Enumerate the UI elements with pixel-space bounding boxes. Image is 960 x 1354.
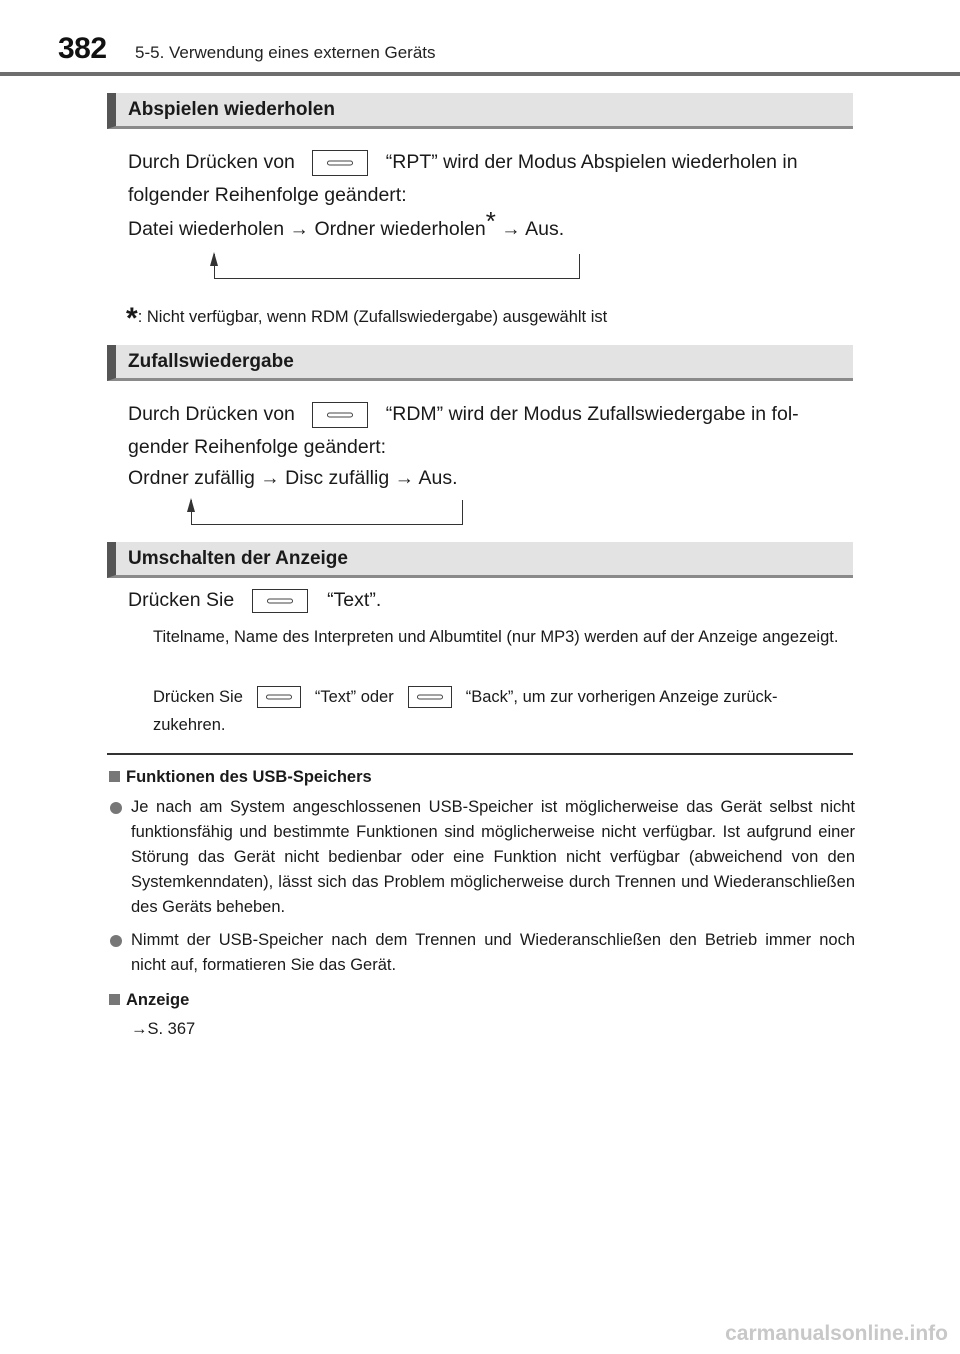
notes-block xyxy=(109,765,855,1042)
random-sequence xyxy=(128,462,458,495)
cycle-loop-line xyxy=(191,500,463,525)
repeat-instruction-line2: folgender Reihenfolge geändert: xyxy=(128,184,407,206)
square-bullet-icon xyxy=(109,994,120,1005)
notes-divider xyxy=(107,753,853,755)
arrow-icon: → xyxy=(394,467,415,489)
section-bar-random xyxy=(107,345,853,381)
cycle-loop-line xyxy=(214,254,580,279)
arrow-icon: → xyxy=(501,218,521,240)
repeat-line1-pre: Durch Drücken von xyxy=(128,151,295,173)
text-button-icon xyxy=(257,686,301,708)
cycle-arrow-icon xyxy=(210,252,218,266)
display-page-reference[interactable]: →S. 367 xyxy=(131,1020,196,1038)
usb-bullet-1: Je nach am System angeschlossenen USB-Speicher ist möglicherweise das Gerät selbst nicht funktionsfähig und bestimmte Funktionen sind möglicherweise nicht verfügbar. Ist aufgrund einer Störung das Gerät nicht bedienbar oder eine Funktion nicht verfügbar (abweichend von den Systemkenndaten), lässt sich das Problem möglicherweise durch Trennen und Wiederanschließen des Geräts beheben. xyxy=(109,795,855,920)
back-button-icon xyxy=(408,686,452,708)
section-title-repeat: Abspielen wiederholen xyxy=(128,99,335,120)
seq-folder-random: Ordner zufällig xyxy=(128,467,255,489)
footnote-asterisk: * xyxy=(126,302,138,335)
display-line1-pre: Drücken Sie xyxy=(128,589,235,611)
page-number: 382 xyxy=(58,32,107,65)
display-heading: Anzeige xyxy=(109,988,855,1013)
watermark: carmanualsonline.info xyxy=(725,1322,948,1345)
seq-file-repeat: Datei wiederholen xyxy=(128,218,285,240)
display-info2-post: “Back”, um zur vorherigen Anzeige zurück- xyxy=(465,688,778,706)
section-title-random: Zufallswiedergabe xyxy=(128,351,294,372)
repeat-line1-post: “RPT” wird der Modus Abspielen wiederholen in xyxy=(385,151,798,173)
random-instruction-line2: gender Reihenfolge geändert: xyxy=(128,436,387,458)
display-info-2 xyxy=(153,683,853,739)
section-bar-repeat xyxy=(107,93,853,129)
seq-off: Aus. xyxy=(418,467,458,489)
seq-off: Aus. xyxy=(525,218,565,240)
usb-heading: Funktionen des USB-Speichers xyxy=(109,765,855,790)
display-info2-pre: Drücken Sie xyxy=(153,688,243,706)
round-bullet-icon xyxy=(110,935,122,947)
repeat-sequence xyxy=(128,205,565,246)
rpt-button-icon xyxy=(312,150,368,176)
arrow-icon: → xyxy=(260,467,280,489)
footnote-text: : Nicht verfügbar, wenn RDM (Zufallswiedergabe) ausgewählt ist xyxy=(137,308,608,326)
arrow-icon: → xyxy=(289,218,310,240)
section-header-title: 5-5. Verwendung eines externen Geräts xyxy=(135,43,436,62)
footnote xyxy=(126,296,608,335)
cycle-arrow-icon xyxy=(187,498,195,512)
section-title-display: Umschalten der Anzeige xyxy=(128,548,348,569)
display-instruction xyxy=(128,584,381,617)
random-line1-post: “RDM” wird der Modus Zufallswiedergabe in fol- xyxy=(385,403,799,425)
display-line1-post: “Text”. xyxy=(327,589,382,611)
display-info2-mid: “Text” oder xyxy=(314,688,394,706)
display-info2-line2: zukehren. xyxy=(153,716,226,734)
section-bar-display xyxy=(107,542,853,578)
round-bullet-icon xyxy=(110,802,122,814)
square-bullet-icon xyxy=(109,771,120,782)
random-line1-pre: Durch Drücken von xyxy=(128,403,295,425)
arrow-icon: → xyxy=(131,1020,148,1038)
seq-disc-random: Disc zufällig xyxy=(285,467,390,489)
header-divider xyxy=(0,72,960,76)
rdm-button-icon xyxy=(312,402,368,428)
asterisk-mark: * xyxy=(485,205,496,236)
seq-folder-repeat: Ordner wiederholen xyxy=(314,218,486,240)
repeat-instruction-line1 xyxy=(128,146,854,179)
text-button-icon xyxy=(252,589,308,613)
display-info-1: Titelname, Name des Interpreten und Albumtitel (nur MP3) werden auf der Anzeige angezeigt. xyxy=(153,628,839,646)
random-instruction-line1 xyxy=(128,398,854,431)
usb-bullet-2: Nimmt der USB-Speicher nach dem Trennen und Wiederanschließen den Betrieb immer noch nicht auf, formatieren Sie das Gerät. xyxy=(109,928,855,978)
